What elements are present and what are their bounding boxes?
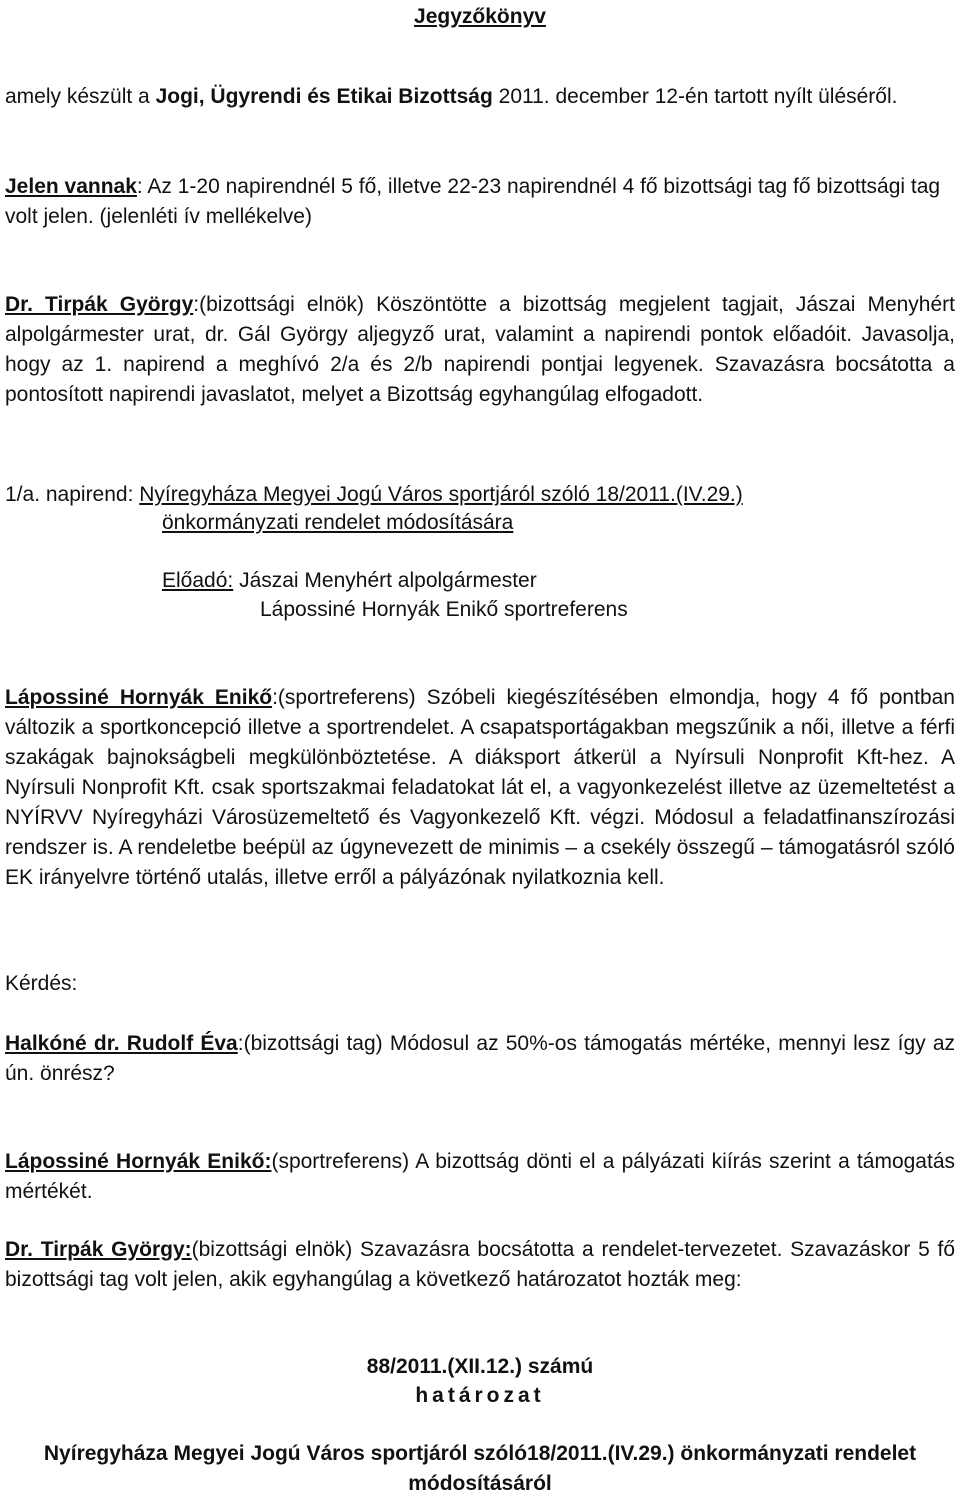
opening-text: :(bizottsági elnök) Köszöntötte a bizottság megjelent tagjait, Jászai Menyhért alpolgármester urat, dr. Gál György aljegyző urat, valamint a napirendi pontok előadóit. Javasolja, hogy az 1. napirend a meghívó 2/a és 2/b napirendi pontjai legyenek. Szavazásra bocsátotta a pontosított napirendi javaslatot, melyet a Bizottság egyhangúlag elfogadott. — [5, 293, 955, 406]
document-title: Jegyzőkönyv — [414, 5, 546, 28]
committee-name: Jogi, Ügyrendi és Etikai Bizottság — [155, 85, 493, 108]
resolution-number: 88/2011.(XII.12.) számú — [366, 1355, 594, 1378]
agenda-line-1 — [5, 480, 955, 510]
agenda-prefix: 1/a. napirend: — [5, 483, 140, 506]
presenter-line-2: Lápossiné Hornyák Enikő sportreferens — [260, 598, 628, 621]
speech1-text: :(sportreferens) Szóbeli kiegészítésében elmondja, hogy 4 fő pontban változik a sportkoncepció illetve a sportrendelet. A csapatsportágakban megszűnik a női, illetve a férfi szakágak bajnokságbeli megkülönböztetése. A diáksport átkerül a Nyírsuli Nonprofit Kft-hez. A Nyírsuli Nonprofit Kft. csak sportszakmai feladatokat lát el, a vagyonkezelést illetve az üzemeltetést a NYÍRVV Nyíregyházi Városüzemeltető és Vagyonkezelő Kft. végzi. Módosul a feladatfinanszírozási rendszer is. A rendeletbe beépül az úgynevezett de minimis – a csekély összegű – támogatásról szóló EK irányelvre történő utalás, illetve erről a pályázónak nyilatkoznia kell. — [5, 686, 955, 889]
present-paragraph — [5, 172, 955, 232]
presenter-first: Jászai Menyhért alpolgármester — [233, 569, 537, 592]
intro-post: 2011. december 12-én tartott nyílt üléséről. — [492, 85, 898, 108]
resolution-word: határozat — [415, 1384, 545, 1407]
question-paragraph — [5, 1029, 955, 1089]
answer-text: (sportreferens) A bizottság dönti el a pályázati kiírás szerint a támogatás mértékét. — [5, 1150, 955, 1203]
agenda-line-2 — [162, 508, 942, 538]
vote-speaker: Dr. Tirpák György: — [5, 1238, 192, 1261]
agenda-title-1: Nyíregyháza Megyei Jogú Város sportjáról szóló 18/2011.(IV.29.) — [139, 483, 743, 506]
present-label: Jelen vannak — [5, 175, 137, 198]
vote-paragraph — [5, 1235, 955, 1295]
intro-pre: amely készült a — [5, 85, 156, 108]
vote-text: (bizottsági elnök) Szavazásra bocsátotta a rendelet-tervezetet. Szavazáskor 5 fő bizottsági tag volt jelen, akik egyhangúlag a következő határozatot hozták meg: — [5, 1238, 955, 1291]
intro-paragraph — [5, 82, 955, 112]
present-text: : Az 1-20 napirendnél 5 fő, illetve 22-23 napirendnél 4 fő bizottsági tag fő bizottsági tag volt jelen. (jelenléti ív mellékelve) — [5, 175, 941, 228]
answer-paragraph — [5, 1147, 955, 1207]
opening-speaker: Dr. Tirpák György — [5, 293, 194, 316]
speech1-speaker: Lápossiné Hornyák Enikő — [5, 686, 273, 709]
answer-speaker: Lápossiné Hornyák Enikő: — [5, 1150, 272, 1173]
resolution-title: Nyíregyháza Megyei Jogú Város sportjáról szóló18/2011.(IV.29.) önkormányzati rendelet módosításáról — [43, 1442, 917, 1495]
question-text: :(bizottsági tag) Módosul az 50%-os támogatás mértéke, mennyi lesz így az ún. önrész? — [5, 1032, 955, 1085]
speech1-paragraph — [5, 683, 955, 893]
question-label: Kérdés: — [5, 972, 78, 995]
opening-paragraph — [5, 290, 955, 410]
presenter-line-1 — [162, 566, 942, 596]
agenda-title-2: önkormányzati rendelet módosítására — [162, 511, 514, 534]
question-speaker: Halkóné dr. Rudolf Éva — [5, 1032, 238, 1055]
presenter-label: Előadó: — [162, 569, 234, 592]
